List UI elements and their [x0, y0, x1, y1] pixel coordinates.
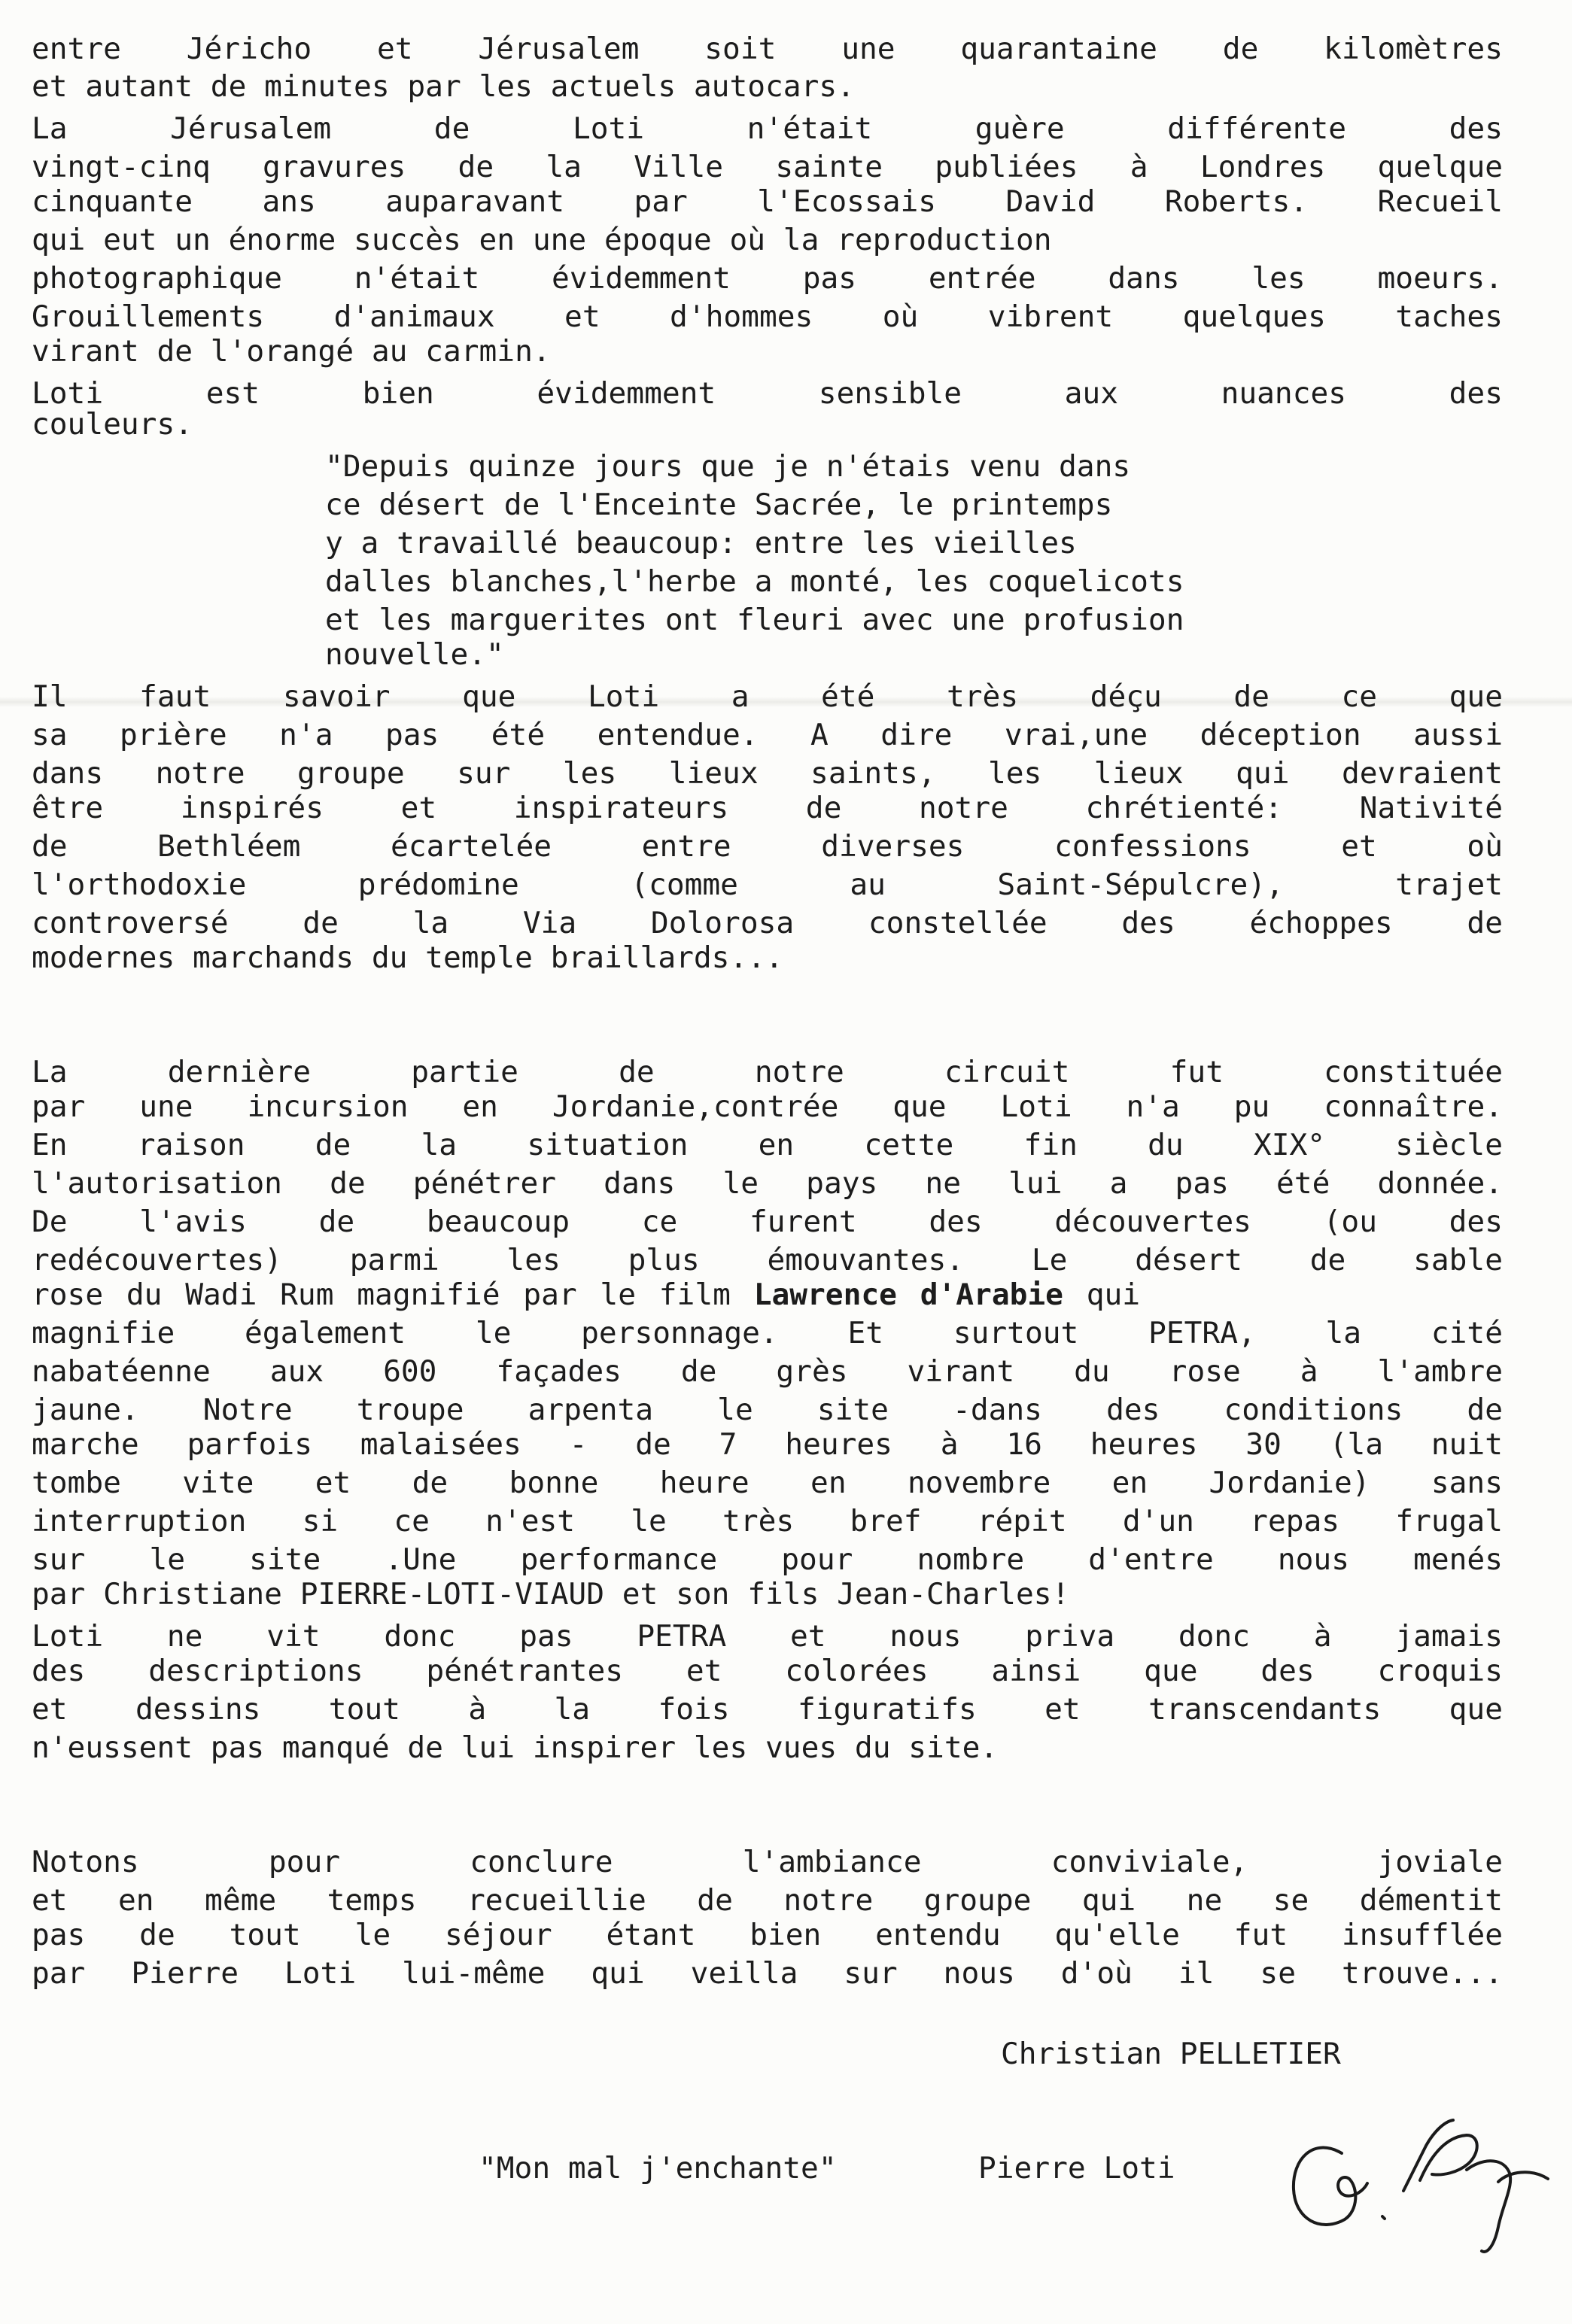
- text-line: redécouvertes) parmi les plus émouvantes. Le désert de sable: [32, 1243, 1503, 1277]
- text-line: Loti ne vit donc pas PETRA et nous priva donc à jamais: [32, 1619, 1503, 1654]
- text-line: Notons pour conclure l'ambiance conviviale, joviale: [32, 1845, 1503, 1879]
- text-line: La dernière partie de notre circuit fut constituée: [32, 1055, 1503, 1089]
- motto-quote: "Mon mal j'enchante": [479, 2151, 837, 2186]
- text-line: Il faut savoir que Loti a été très déçu de ce que: [32, 679, 1503, 714]
- text-line: De l'avis de beaucoup ce furent des découvertes (ou des: [32, 1205, 1503, 1239]
- quote-line: y a travaillé beaucoup: entre les vieilles: [325, 526, 1077, 560]
- text-line: [32, 1277, 1503, 1312]
- text-line: interruption si ce n'est le très bref répit d'un repas frugal: [32, 1504, 1503, 1539]
- text-line: cinquante ans auparavant par l'Ecossais David Roberts. Recueil: [32, 184, 1503, 219]
- quote-line: nouvelle.": [325, 637, 504, 672]
- text-line: sur le site .Une performance pour nombre d'entre nous menés: [32, 1542, 1503, 1577]
- text-line: par une incursion en Jordanie,contrée que Loti n'a pu connaître.: [32, 1089, 1503, 1124]
- text-line: de Bethléem écartelée entre diverses confessions et où: [32, 829, 1503, 864]
- text-line: nabatéenne aux 600 façades de grès virant du rose à l'ambre: [32, 1354, 1503, 1389]
- text-line: et autant de minutes par les actuels autocars.: [32, 69, 855, 104]
- text-line-part: rose du Wadi Rum magnifié par le film: [32, 1277, 754, 1312]
- text-line: photographique n'était évidemment pas entrée dans les moeurs.: [32, 261, 1503, 296]
- quote-line: dalles blanches,l'herbe a monté, les coquelicots: [325, 564, 1184, 599]
- text-line: modernes marchands du temple braillards...: [32, 940, 783, 975]
- handwritten-signature: [1283, 2107, 1569, 2257]
- text-line-part: qui: [1063, 1277, 1141, 1312]
- text-line: marche parfois malaisées - de 7 heures à 16 heures 30 (la nuit: [32, 1427, 1503, 1462]
- text-line: par Christiane PIERRE-LOTI-VIAUD et son fils Jean-Charles!: [32, 1577, 1070, 1612]
- text-line: pas de tout le séjour étant bien entendu qu'elle fut insufflée: [32, 1918, 1503, 1952]
- text-line: et dessins tout à la fois figuratifs et transcendants que: [32, 1692, 1503, 1727]
- text-line: par Pierre Loti lui-même qui veilla sur nous d'où il se trouve...: [32, 1956, 1503, 1991]
- text-line: tombe vite et de bonne heure en novembre en Jordanie) sans: [32, 1466, 1503, 1500]
- text-line: n'eussent pas manqué de lui inspirer les vues du site.: [32, 1730, 999, 1765]
- text-line: être inspirés et inspirateurs de notre chrétienté: Nativité: [32, 791, 1503, 825]
- text-line: dans notre groupe sur les lieux saints, les lieux qui devraient: [32, 756, 1503, 791]
- text-line: l'orthodoxie prédomine (comme au Saint-Sépulcre), trajet: [32, 867, 1503, 902]
- text-line: La Jérusalem de Loti n'était guère différente des: [32, 111, 1503, 146]
- text-line: sa prière n'a pas été entendue. A dire vrai,une déception aussi: [32, 718, 1503, 752]
- quote-line: "Depuis quinze jours que je n'étais venu dans: [325, 449, 1131, 484]
- text-line: Loti est bien évidemment sensible aux nuances des: [32, 376, 1503, 411]
- text-line: et en même temps recueillie de notre groupe qui ne se démentit: [32, 1883, 1503, 1918]
- text-line: qui eut un énorme succès en une époque où la reproduction: [32, 223, 1052, 257]
- quote-line: et les marguerites ont fleuri avec une profusion: [325, 603, 1184, 637]
- author-name: Christian PELLETIER: [1001, 2037, 1341, 2071]
- quote-line: ce désert de l'Enceinte Sacrée, le printemps: [325, 488, 1113, 522]
- text-line: l'autorisation de pénétrer dans le pays ne lui a pas été donnée.: [32, 1166, 1503, 1201]
- film-title: Lawrence d'Arabie: [753, 1277, 1063, 1312]
- text-line: entre Jéricho et Jérusalem soit une quarantaine de kilomètres: [32, 32, 1503, 66]
- text-line: des descriptions pénétrantes et colorées ainsi que des croquis: [32, 1654, 1503, 1688]
- text-line: couleurs.: [32, 407, 193, 442]
- text-line: vingt-cinq gravures de la Ville sainte publiées à Londres quelque: [32, 150, 1503, 184]
- text-line: En raison de la situation en cette fin du XIX° siècle: [32, 1128, 1503, 1162]
- motto-author: Pierre Loti: [978, 2151, 1175, 2186]
- text-line: magnifie également le personnage. Et surtout PETRA, la cité: [32, 1316, 1503, 1350]
- text-line: controversé de la Via Dolorosa constellée des échoppes de: [32, 906, 1503, 940]
- text-line: virant de l'orangé au carmin.: [32, 334, 551, 369]
- text-line: jaune. Notre troupe arpenta le site -dans des conditions de: [32, 1393, 1503, 1427]
- text-line: Grouillements d'animaux et d'hommes où vibrent quelques taches: [32, 299, 1503, 334]
